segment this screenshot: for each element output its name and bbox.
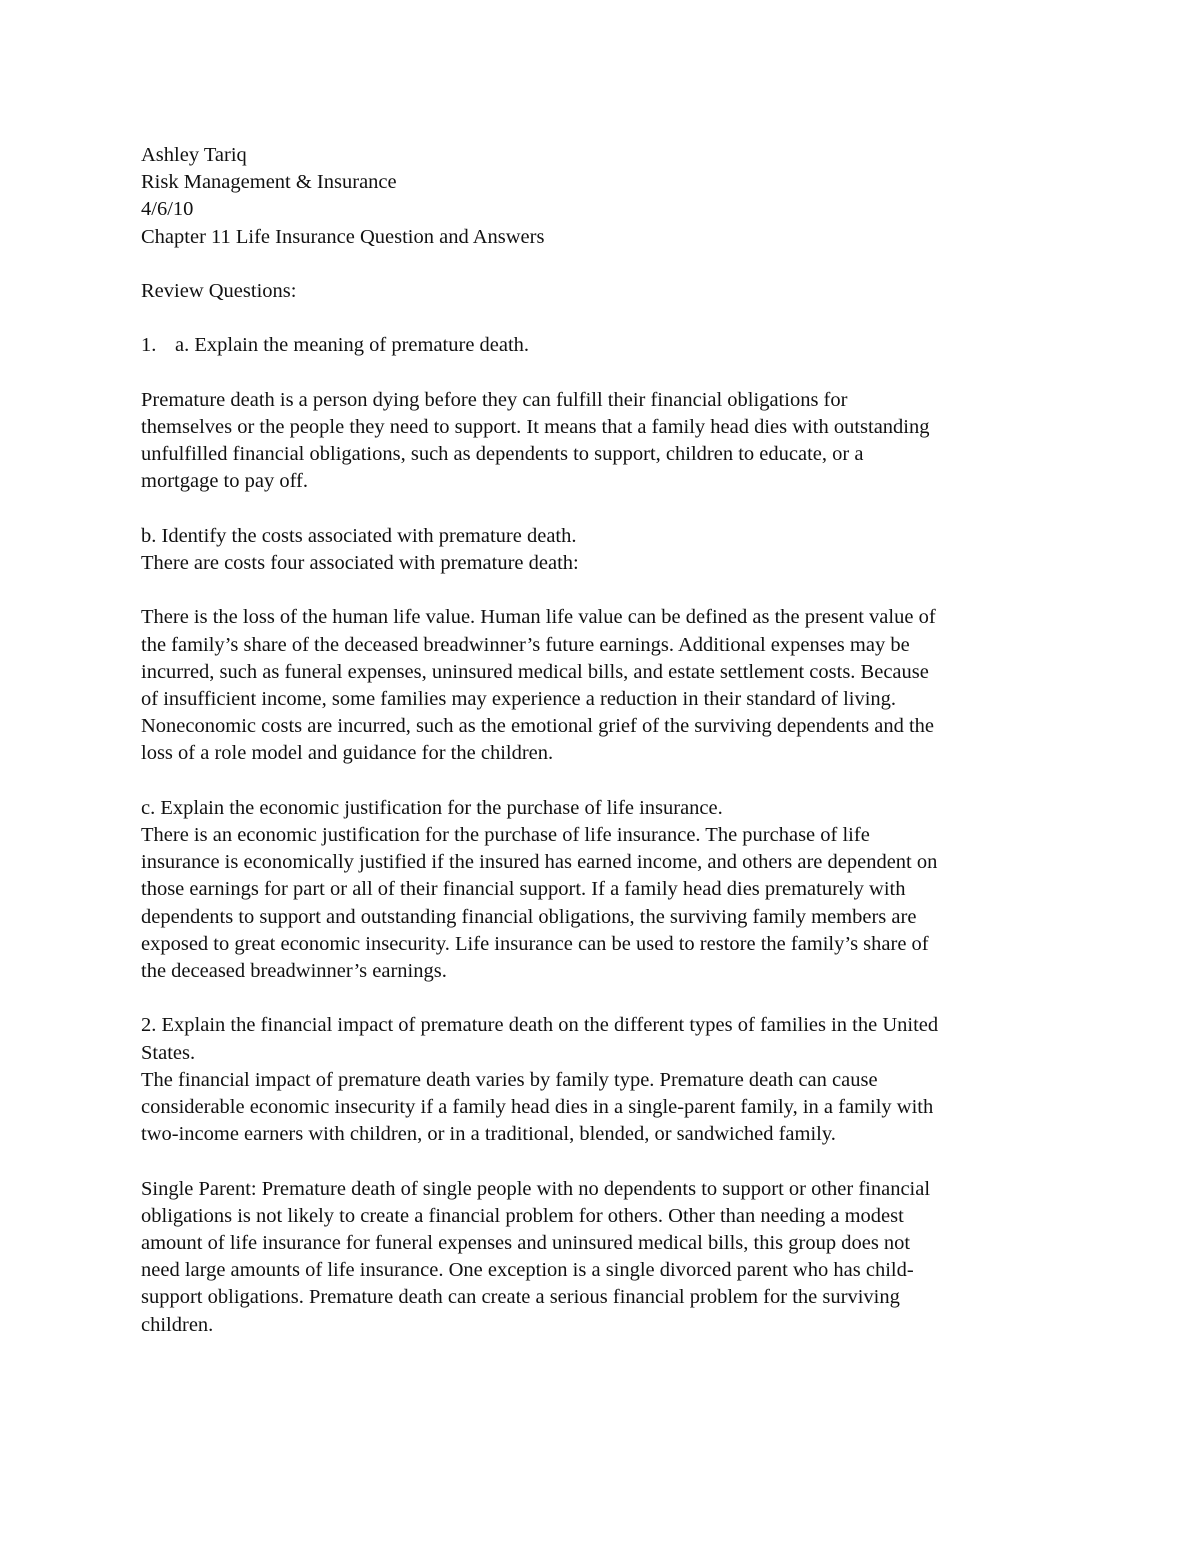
spacer — [141, 985, 1066, 1012]
spacer — [141, 1148, 1066, 1175]
spacer — [141, 577, 1066, 604]
question-number: 1. — [141, 334, 157, 357]
answer-2-line: The financial impact of premature death varies by family type. Premature death can cause — [141, 1068, 878, 1091]
answer-1b-line: of insufficient income, some families may experience a reduction in their standard of living. — [141, 687, 897, 710]
single-parent-line: need large amounts of life insurance. One exception is a single divorced parent who has child- — [141, 1259, 914, 1282]
answer-2-line: two-income earners with children, or in a traditional, blended, or sandwiched family. — [141, 1123, 836, 1146]
single-parent-line: children. — [141, 1313, 214, 1336]
answer-1b-line: loss of a role model and guidance for the children. — [141, 742, 554, 765]
document-title: Chapter 11 Life Insurance Question and Answers — [141, 225, 545, 248]
answer-1c-line: dependents to support and outstanding financial obligations, the surviving family members are — [141, 905, 917, 928]
answer-1c-line: those earnings for part or all of their financial support. If a family head dies prematurely with — [141, 878, 906, 901]
question-2-line: States. — [141, 1041, 196, 1064]
answer-1a-line: mortgage to pay off. — [141, 470, 308, 493]
answer-2-line: considerable economic insecurity if a family head dies in a single-parent family, in a family with — [141, 1096, 934, 1118]
single-parent-line: Single Parent: Premature death of single people with no dependents to support or other financial — [141, 1177, 931, 1200]
spacer — [141, 251, 1066, 278]
document-page — [141, 142, 1066, 1339]
answer-1c-line: exposed to great economic insecurity. Life insurance can be used to restore the family’s share of — [141, 932, 929, 955]
spacer — [141, 768, 1066, 795]
question-1a-text: a. Explain the meaning of premature death. — [175, 334, 530, 357]
answer-1b-line: Noneconomic costs are incurred, such as the emotional grief of the surviving dependents and the — [141, 715, 934, 738]
answer-1c-line: the deceased breadwinner’s earnings. — [141, 960, 447, 982]
single-parent-line: obligations is not likely to create a financial problem for others. Other than needing a modest — [141, 1204, 904, 1227]
spacer — [141, 305, 1066, 332]
question-2-line: 2. Explain the financial impact of premature death on the different types of families in the United — [141, 1014, 939, 1037]
author-name: Ashley Tariq — [141, 144, 247, 166]
answer-1c-line: insurance is economically justified if the insured has earned income, and others are dependent on — [141, 851, 938, 874]
answer-1c-line: There is an economic justification for the purchase of life insurance. The purchase of life — [141, 823, 870, 846]
answer-1b-line: There is the loss of the human life value. Human life value can be defined as the present value of — [141, 606, 936, 629]
answer-1a-line: unfulfilled financial obligations, such as dependents to support, children to educate, or a — [141, 443, 864, 466]
answer-1b-intro: There are costs four associated with premature death: — [141, 551, 579, 574]
answer-1a-line: Premature death is a person dying before they can fulfill their financial obligations for — [141, 388, 848, 411]
document-date: 4/6/10 — [141, 198, 194, 221]
question-1b: b. Identify the costs associated with premature death. — [141, 524, 577, 547]
single-parent-line: support obligations. Premature death can create a serious financial problem for the surviving — [141, 1286, 900, 1309]
answer-1b-line: incurred, such as funeral expenses, uninsured medical bills, and estate settlement costs. Because — [141, 660, 929, 683]
course-name: Risk Management & Insurance — [141, 171, 397, 194]
spacer — [141, 496, 1066, 523]
spacer — [141, 360, 1066, 387]
single-parent-line: amount of life insurance for funeral expenses and uninsured medical bills, this group does not — [141, 1232, 911, 1254]
question-1a — [141, 332, 1066, 359]
question-1c: c. Explain the economic justification for the purchase of life insurance. — [141, 796, 723, 819]
answer-1b-line: the family’s share of the deceased breadwinner’s future earnings. Additional expenses may be — [141, 633, 910, 656]
answer-1a-line: themselves or the people they need to support. It means that a family head dies with outstanding — [141, 415, 930, 438]
section-heading: Review Questions: — [141, 280, 297, 302]
